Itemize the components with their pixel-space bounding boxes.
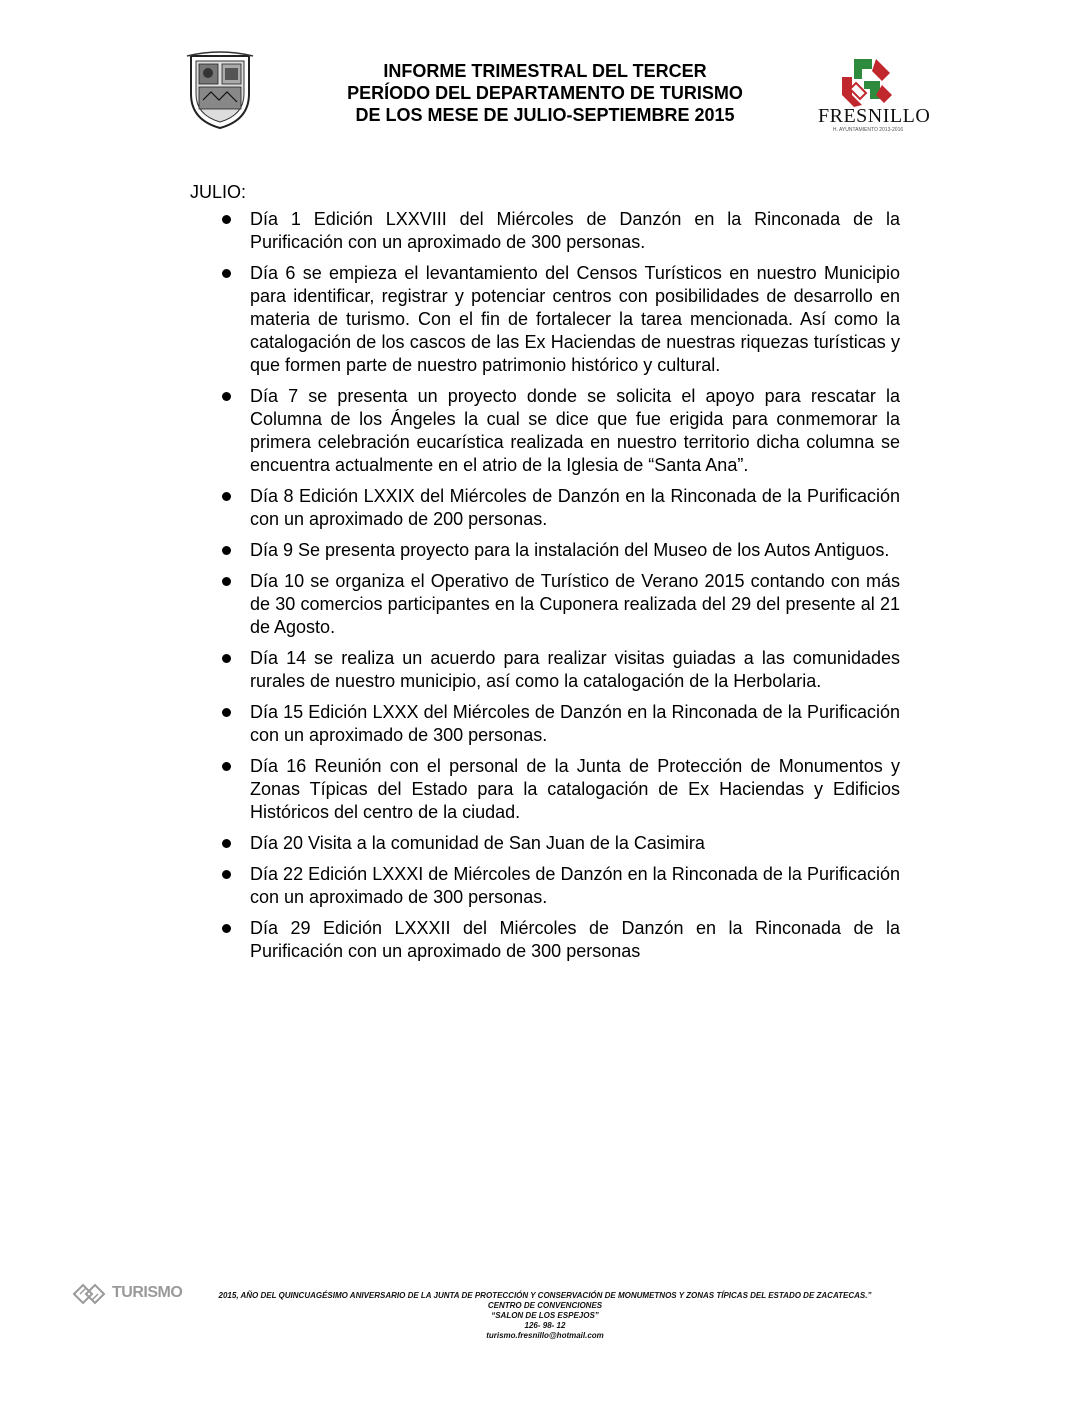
list-item-text: Día 8 Edición LXXIX del Miércoles de Danzón en la Rinconada de la Purificación con un aproximado de 200 personas.: [250, 486, 900, 529]
bullet-icon: [222, 870, 231, 879]
list-item-text: Día 29 Edición LXXXII del Miércoles de Danzón en la Rinconada de la Purificación con un aproximado de 300 personas: [250, 918, 900, 961]
activity-list: [222, 208, 900, 971]
list-item-text: Día 16 Reunión con el personal de la Junta de Protección de Monumentos y Zonas Típicas del Estado para la catalogación de Ex Haciendas y Edificios Históricos del centro de la ciudad.: [250, 756, 900, 822]
list-item-text: Día 6 se empieza el levantamiento del Censos Turísticos en nuestro Municipio para identificar, registrar y potenciar centros con posibilidades de desarrollo en materia de turismo. Con el fin de fortalecer la tarea mencionada. Así como la catalogación de los cascos de las Ex Haciendas de nuestras riquezas turísticas y que formen parte de nuestro patrimonio histórico y cultural.: [250, 263, 900, 375]
list-item: [222, 701, 900, 747]
turismo-footer-logo: [72, 1283, 192, 1305]
bullet-icon: [222, 654, 231, 663]
list-item-text: Día 20 Visita a la comunidad de San Juan de la Casimira: [250, 833, 705, 853]
bullet-icon: [222, 269, 231, 278]
fresnillo-logo-subtext: H. AYUNTAMIENTO 2013-2016: [832, 127, 904, 133]
bullet-icon: [222, 924, 231, 933]
list-item: [222, 832, 900, 855]
list-item-text: Día 14 se realiza un acuerdo para realizar visitas guiadas a las comunidades rurales de nuestro municipio, así como la catalogación de la Herbolaria.: [250, 648, 900, 691]
list-item: [222, 485, 900, 531]
bullet-icon: [222, 392, 231, 401]
municipal-seal-icon: [185, 50, 255, 130]
bullet-icon: [222, 839, 231, 848]
list-item: [222, 385, 900, 477]
title-line: DE LOS MESE DE JULIO-SEPTIEMBRE 2015: [355, 105, 735, 125]
list-item-text: Día 9 Se presenta proyecto para la instalación del Museo de los Autos Antiguos.: [250, 540, 890, 560]
turismo-logo-text: TURISMO: [112, 1284, 183, 1301]
footer-line: CENTRO DE CONVENCIONES: [487, 1301, 603, 1310]
bullet-icon: [222, 762, 231, 771]
list-item: [222, 863, 900, 909]
list-item: [222, 917, 900, 963]
footer-line: “SALON DE LOS ESPEJOS”: [491, 1311, 599, 1320]
list-item: [222, 208, 900, 254]
bullet-icon: [222, 215, 231, 224]
footer-line: 126- 98- 12: [524, 1321, 566, 1330]
list-item: [222, 262, 900, 377]
bullet-icon: [222, 577, 231, 586]
list-item: [222, 755, 900, 824]
title-line: INFORME TRIMESTRAL DEL TERCER: [383, 61, 707, 81]
fresnillo-logo: [818, 55, 938, 135]
list-item: [222, 570, 900, 639]
footer-info: [198, 1291, 892, 1341]
bullet-icon: [222, 492, 231, 501]
fresnillo-logo-icon: [836, 55, 896, 109]
list-item-text: Día 7 se presenta un proyecto donde se solicita el apoyo para rescatar la Columna de los Ángeles la cual se dice que fue erigida para conmemorar la primera celebración eucarística realizada en nuestro territorio dicha columna se encuentra actualmente en el atrio de la Iglesia de “Santa Ana”.: [250, 386, 900, 475]
month-heading: JULIO:: [190, 182, 247, 202]
turismo-logo-icon: [72, 1283, 110, 1305]
footer-line: 2015, AÑO DEL QUINCUAGÉSIMO ANIVERSARIO DE LA JUNTA DE PROTECCIÓN Y CONSERVACIÓN DE MONUMETNOS Y ZONAS TÍPICAS DEL ESTADO DE ZACATECAS.”: [218, 1291, 872, 1300]
fresnillo-logo-word: FRESNILLO: [818, 105, 931, 127]
list-item: [222, 647, 900, 693]
list-item-text: Día 10 se organiza el Operativo de Turístico de Verano 2015 contando con más de 30 comercios participantes en la Cuponera realizada del 29 del presente al 21 de Agosto.: [250, 571, 900, 637]
title-line: PERÍODO DEL DEPARTAMENTO DE TURISMO: [347, 83, 743, 103]
list-item: [222, 539, 900, 562]
list-item-text: Día 1 Edición LXXVIII del Miércoles de Danzón en la Rinconada de la Purificación con un aproximado de 300 personas.: [250, 209, 900, 252]
list-item-text: Día 22 Edición LXXXI de Miércoles de Danzón en la Rinconada de la Purificación con un aproximado de 300 personas.: [250, 864, 900, 907]
bullet-icon: [222, 708, 231, 717]
document-title: [290, 60, 800, 126]
bullet-icon: [222, 546, 231, 555]
list-item-text: Día 15 Edición LXXX del Miércoles de Danzón en la Rinconada de la Purificación con un aproximado de 300 personas.: [250, 702, 900, 745]
footer-email: turismo.fresnillo@hotmail.com: [486, 1331, 604, 1340]
